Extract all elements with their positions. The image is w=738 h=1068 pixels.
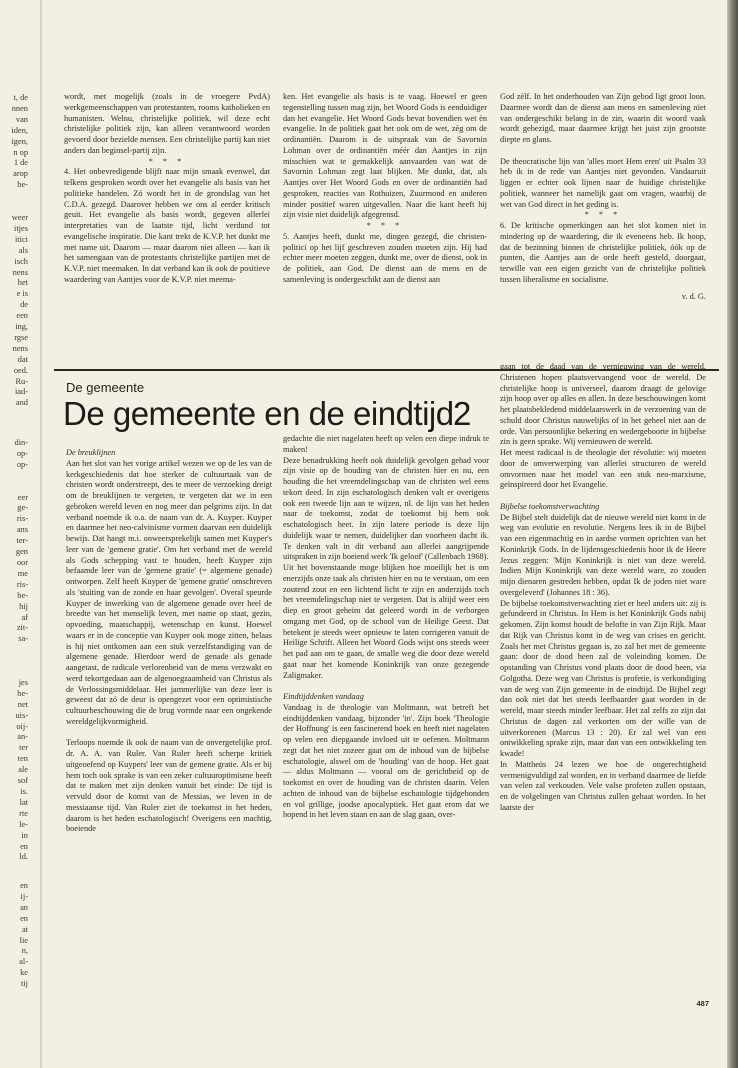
section-break: * * * <box>148 156 186 166</box>
adjacent-page-margin-bottom <box>0 881 28 990</box>
paragraph: God zèlf. In het onderhouden van Zijn gebod ligt groot loon. Daarmee wordt dan de dienst aan mens en samenleving niet van ondergeschikt belang in de zin, waarin dit woord vaak wordt gebezigd, maar daarmee krijgt het juist zijn grootste diepte en glans. <box>500 92 706 144</box>
margin-fragment: an <box>20 902 28 912</box>
margin-fragment: en <box>20 841 28 851</box>
article-column-1 <box>66 448 272 835</box>
margin-fragment: Ru- <box>15 376 28 386</box>
margin-fragment: gen <box>15 547 28 557</box>
margin-fragment: is. <box>20 787 28 796</box>
margin-fragment: oed. <box>13 365 28 375</box>
subheading: De breuklijnen <box>66 448 116 457</box>
margin-fragment: lat <box>19 797 28 807</box>
margin-fragment: uis- <box>15 710 28 720</box>
top-article-column-2 <box>283 92 487 286</box>
margin-fragment: dat <box>17 354 28 364</box>
margin-fragment: igen, <box>11 136 28 146</box>
margin-fragment: ld. <box>19 852 28 862</box>
article-title <box>63 394 471 434</box>
margin-fragment <box>0 667 28 678</box>
paragraph: gedachte die niet nagelaten heeft op velen een diepe indruk te maken! <box>283 434 489 454</box>
paragraph: Uit het bovenstaande moge blijken hoe moeilijk het is om enerzijds onze taak als christen hier en nu te verstaan, om een zoutend zout en een lichtend licht te zijn en anderzijds toch het vreemdelingschap niet te vergeten. Dat is altijd weer een diep en groot geheim dat geleerd wordt in de verborgen omgang met God, op de school van de Heilige Geest. Dat betekent je steeds weer opnieuw te laten corrigeren vanuit de Heilige Schrift. Alleen het Woord Gods wijst ons steeds weer het pad aan om te gaan, de smalle weg die door deze wereld gaat naar het komende Koninkrijk van onze gezegende Zaligmaker. <box>283 563 489 680</box>
margin-fragment: ge- <box>17 503 28 513</box>
margin-fragment: oor <box>16 557 28 567</box>
margin-fragment: rte <box>19 808 28 818</box>
margin-fragment: at <box>21 924 28 934</box>
margin-fragment: and <box>15 398 28 408</box>
paragraph: Deze benadrukking heeft ook duidelijk gevolgen gehad voor zijn visie op de houding van de christen hier en nu, een houding die het vreemdelingschap van de christen wel eens tekort deed. In zijn eschatologisch denken valt er overigens ook een tweede lijn aan te wijzen, nl. de lijn van het heden naar de toekomst, zodat de toekomst bij hem ook eschatologisch heet. In zijn latere periode is deze lijn duidelijk waar te nemen, duidelijker dan voorheen dacht ik. Te denken valt in dit verband aan allerlei aangrijpende uitspraken in zijn boeiend werk 'Ik geloof' (Callenbach 1968). <box>283 455 489 562</box>
margin-fragment: n op <box>13 147 28 157</box>
margin-fragment: de <box>20 300 28 310</box>
margin-fragment: itici <box>14 234 28 244</box>
margin-fragment: een <box>16 311 28 321</box>
margin-fragment: me <box>17 568 28 578</box>
margin-fragment: hij <box>19 601 28 611</box>
margin-fragment: het <box>17 278 28 288</box>
margin-fragment <box>0 202 28 213</box>
top-article-column-1 <box>64 92 270 286</box>
margin-fragment: sa- <box>18 634 28 644</box>
margin-fragment: van <box>15 114 28 124</box>
margin-fragment: lie <box>19 935 28 945</box>
page-number: 487 <box>696 999 709 1008</box>
margin-fragment <box>0 645 28 656</box>
margin-fragment: ris- <box>16 514 28 524</box>
margin-fragment: af <box>21 612 28 622</box>
margin-fragment: be- <box>17 688 28 698</box>
margin-fragment: rgse <box>14 332 28 342</box>
paragraph-gap <box>500 146 706 157</box>
paragraph: De theocratische lijn van 'alles moet Hem eren' uit Psalm 33 heb ik in de rede van Aantjes niet gevonden. Vandaaruit liggen er echter ook lijnen naar de huidige christelijke politiek, wanneer het namelijk gaat om vragen, waarbij de wet van God direct in het geding is. <box>500 156 706 209</box>
paragraph: In Mattheüs 24 lezen we hoe de ongerechtigheid vermenigvuldigd zal worden, en in verband daarmee de liefde van velen zal verkouden. Vele valse profeten zullen opstaan, en de volgelingen van Christus zullen gehaat worden. In het laatste der <box>500 759 706 812</box>
margin-fragment <box>0 482 28 493</box>
top-article-column-3 <box>500 92 706 302</box>
margin-fragment: n, <box>21 946 28 956</box>
margin-fragment: zit- <box>16 623 28 633</box>
margin-fragment: nens <box>12 267 28 277</box>
margin-fragment: ke <box>20 968 28 978</box>
margin-fragment: sof <box>17 776 28 786</box>
article-column-2 <box>283 434 489 821</box>
article-title-text: De gemeente en de eindtijd <box>63 395 454 432</box>
margin-fragment: be- <box>17 590 28 600</box>
paragraph: wordt, met mogelijk (zoals in de vroegere PvdA) werkgemeenschappen van protestanten, rooms katholieken en humanisten. Welnu, christelijke politiek, wil deze echt christelijke politiek zijn, kan alleen verantwoord worden gevoerd door bezielde mensen. Een christelijke partij kan niet anders dan beginsel-partij zijn. <box>64 92 270 155</box>
top-article-column-3-body <box>500 92 706 286</box>
margin-fragment: din- <box>14 438 28 447</box>
paragraph-gap <box>500 491 706 502</box>
margin-fragment: en <box>20 913 28 923</box>
section-break: * * * <box>366 221 404 230</box>
margin-fragment: ten <box>17 754 28 764</box>
margin-fragment: eer <box>17 492 28 502</box>
margin-fragment: ris- <box>16 579 28 589</box>
paragraph: Terloops noemde ik ook de naam van de onvergetelijke prof. dr. A. A. van Ruler. Van Ruler heeft scherpe kritiek uitgeoefend op Kuypers' leer van de gemene gratie. Als er bij hem toch ook sprake is van een zeker cultuuroptimisme heeft dat te maken met zijn denken vanuit het einde: De tijd is vervuld door de komst van de Messias, we leven in de messiaanse tijd. Van Ruler ziet de toekomst in het heden, daarom is het heden eschatologisch! Overigens een machtig, boeiende <box>66 738 272 834</box>
paragraph: 4. Het onbevredigende blijft naar mijn smaak evenwel, dat telkens gesproken wordt over het evangelie als basis van het politieke handelen. Zó wordt het in de grondslag van het C.D.A. gezegd. Daarover hebben we ons al eerder kritisch geuit. Het evangelie als basis wordt, gegeven allerlei interpretaties van de laatste tijd, licht verdund tot evangelische inspiratie. Die kant trekt de K.V.P. het dunkt me met name uit. Daarom — maar daarom niet alleen — kan ik het samengaan van de protestants christelijke partijen met de K.V.P. niet meemaken. In dat verband kan ik ook de positieve waardering van Aantjes voor de K.V.P. niet meema- <box>64 167 270 284</box>
margin-fragment: ij- <box>20 891 28 901</box>
margin-fragment: ans <box>16 525 28 535</box>
section-break: * * * <box>584 210 622 220</box>
margin-fragment: itjes <box>14 223 28 233</box>
adjacent-page-margin-middle <box>0 438 28 863</box>
author-signature: v. d. G. <box>681 291 706 301</box>
margin-fragment: oij- <box>16 721 28 731</box>
margin-fragment: weer <box>11 212 28 222</box>
paragraph: Aan het slot van het vorige artikel wezen we op de les van de kerkgeschiedenis dat hoe sterker de cultuurtaak van de christen wordt onderstreept, des te meer de verzoeking dreigt om de breuklijnen te vergeten, te vergeten dat we in een gebroken wereld leven en nog meer dan pelgrims zijn. In dat verband noemde ik o.a. de naam van dr. A. Kuyper. Kuyper en daarmee het neo-calvinisme vormen daarvan een duidelijk bewijs. Dat hangt m.i. onweersprekelijk samen met Kuyper's leer van de 'gemene gratie'. Om het verband met de wereld als Gods schepping vast te houden, heeft Kuyper zijn befaamde leer van de 'gemene gratie' (= algemene genade) ontworpen. Zelf heeft Kuyper de 'gemene gratie' omschreven als 'stuiting van de zonde en haar gevolgen'. Overal speurde Kuyper de inwerking van de algemene genade over heel de breedte van het menselijk leven, met name op staat, gezin, opvoeding, maatschappij, wetenschap en kunst. Hoewel waars er in de conceptie van Kuyper ook moge zitten, helaas is hij niet ontkomen aan een stuk verzelfstandiging van de algemene genade. Hierdoor werd de genade als genade aangetast, de radicale verlorenheid van de mens verzwakt en werd tekortgedaan aan de algenoegzaamheid van Christus als de Verlossingsmiddelaar. Het jammerlijke van deze leer is geweest dat zó de deur is opengezet voor een optimistische cultuurbeschouwing die de brug vormde naar een ongekende wereldgelijkvormigheid. <box>66 458 272 726</box>
margin-fragment: iden, <box>11 125 28 135</box>
margin-fragment: an- <box>17 732 28 742</box>
margin-fragment: in <box>21 830 28 840</box>
margin-fragment: nens <box>12 343 28 353</box>
paragraph: Het meest radicaal is de theologie der révolutie: wij moeten door de omverwerping van allerlei structuren de wereld omvormen naar het model van een stuk neo-marxisme, geïnspireerd door het Evangelie. <box>500 448 706 490</box>
margin-fragment: nnen <box>11 103 28 113</box>
margin-fragment: isch <box>14 256 28 266</box>
paragraph: 5. Aantjes heeft, dunkt me, dingen gezegd, die christen-politici op het lijf geschreven zouden moeten zijn. Hij had echter meer moeten zeggen, dunkt me, over de dienst, ook in de politiek, aan God. De dienst aan de mens en de samenleving is ondergeschikt aan de dienst aan <box>283 231 487 284</box>
margin-fragment: jes <box>18 677 28 687</box>
margin-fragment: ter- <box>16 536 28 546</box>
margin-fragment: ter <box>19 743 28 753</box>
margin-fragment: op- <box>16 459 28 469</box>
margin-fragment: le- <box>19 819 28 829</box>
subheading: Eindtijddenken vandaag <box>283 692 364 701</box>
margin-fragment: t, de <box>13 93 28 102</box>
margin-fragment: tij <box>21 979 28 989</box>
paragraph-gap <box>283 681 489 692</box>
paragraph-gap <box>66 728 272 739</box>
margin-fragment <box>0 471 28 482</box>
margin-fragment: op- <box>16 448 28 458</box>
margin-fragment: ing, <box>15 322 28 332</box>
adjacent-page-margin-top <box>0 93 28 409</box>
article-part-number: 2 <box>453 395 471 432</box>
margin-fragment: ale <box>18 765 28 775</box>
paragraph: De bijbelse toekomstverwachting ziet er heel anders uit: zij is gefundeerd in Christus. In Hem is het Koninkrijk Gods nabij gekomen. Zijn komst houdt de belofte in van Zijn Rijk. Maar dat Rijk van Christus komt in de weg van crises en gericht. Zoals het met Christus gegaan is, zo zal het met de gemeente gaan: door de dood heen zal de voleinding komen. De opstanding van Christus vond plaats door de dood heen, via Golgotha. Deze weg van Christus is profetie, is verkondiging van de weg van Zijn gemeente in de eindtijd. De Bijbel zegt dan ook niet dat het steeds leefbaarder gaat worden in de wereld, maar steeds minder leefbaar. Het zal zelfs zo zijn dat Christus de dagen zal verkorten om der wille van de uitverkorenen (Marcus 13 : 20). Er zal wel van een ontwikkeling sprake zijn, maar dan van een ontwikkeling ten kwade! <box>500 598 706 758</box>
paragraph: ken. Het evangelie als basis is te vaag. Hoewel er geen tegenstelling tussen mag zijn, het Woord Gods is eenduidiger dan het evangelie. Het Woord Gods bevat bovendien wet èn evangelie. In de politiek gaat het ook om de wet, zèg om de ordinantiën. Daarom is de uitspraak van de Savornin Lohman over de ordinantiën méér dan Aantjes in zijn misschien wat te gemakkelijk aanvaarden van wat de Savornin Lohman zegt laat blijken. Me dunkt, dat, als Aantjes over Het Woord Gods en over de ordinantiën had gesproken, reacties van Rothuizen, Zuurmond en anderen minder positief waren uitgevallen. Naar die kant heeft hij zijn visie niet duidelijk afgegrensd. <box>283 92 487 220</box>
paragraph: gaan tot de daad van de vernieuwing van de wereld. Christenen hopen plaatsvervangend voor de wereld. De christelijke hoop is universeel, daarom draagt de gelovige zijn hoop over op alles en allen. In deze beschouwingen komt het plaatsbekledend middelaarswerk in de verzoening van de schuld door Christus nauwelijks of in het geheel niet aan de orde. Van persoonlijke bekering en wedergeboorte in bijbelse zin is geen sprake. Wij vernieuwen de wereld. <box>500 362 706 447</box>
margin-fragment: be- <box>17 180 28 190</box>
margin-fragment: net <box>17 699 28 709</box>
margin-fragment: al- <box>19 957 28 967</box>
margin-fragment: iad- <box>14 387 28 397</box>
section-kicker: De gemeente <box>66 380 145 395</box>
paragraph: 6. De kritische opmerkingen aan het slot komen niet in mindering op de waardering, die ik eveneens heb. Ik hoop, dat de bezinning binnen de christelijke politiek, óók op de punten, die Aantjes aan de orde heeft gesteld, doorgaat, terwille van een eigen gezicht van de christelijke politiek tussen liberalisme en socialisme. <box>500 221 706 284</box>
margin-fragment: arop <box>13 169 28 179</box>
subheading: Bijbelse toekomstverwachting <box>500 501 600 511</box>
margin-fragment: e is <box>16 289 28 299</box>
margin-fragment <box>0 191 28 202</box>
binding-line <box>40 0 42 1068</box>
paragraph: De Bijbel stelt duidelijk dat de nieuwe wereld niet komt in de weg van evolutie en revolutie. Nergens lees ik in de Bijbel van een eigenmachtig en in aardse vormen oprichten van het Koninkrijk Gods. In de lijdensgeschiedenis hoor ik de Heere Jezus zeggen: 'Mijn Koninkrijk is niet van deze wereld. Indien Mijn Koninkrijk van deze wereld ware, zo zouden mijn dienaren gestreden hebben, opdat Ik de joden niet ware overgeleverd' (Johannes 18 : 36). <box>500 512 706 597</box>
margin-fragment: en <box>20 881 28 890</box>
paragraph: Vandaag is de theologie van Moltmann, wat betreft het eindtijddenken vandaag, bijzonder 'in'. Zijn boek 'Theologie der Hoffnung' is een fascinerend boek en heeft niet nagelaten op velen een diepgaande invloed uit te oefenen. Moltmann zegt dat het niet zozeer gaat om de inhoud van de bijbelse eschatologie, alswel om de 'houding' van de hoop. Het gaat — aldus Moltmann — vooral om de gerichtheid op de toekomst en over de houding van de christen daarin. Velen achten de inhoud van de bijbelse eschatologie tijdgebonden en vol grillige, joodse apocalyptiek. Het gaat erom dat we hopend in het leven staan en aan de slag gaan, over- <box>283 702 489 820</box>
margin-fragment: 1 de <box>13 158 28 168</box>
book-edge <box>727 0 738 1068</box>
margin-fragment <box>0 656 28 667</box>
article-column-3 <box>500 362 706 814</box>
margin-fragment: als <box>18 245 28 255</box>
